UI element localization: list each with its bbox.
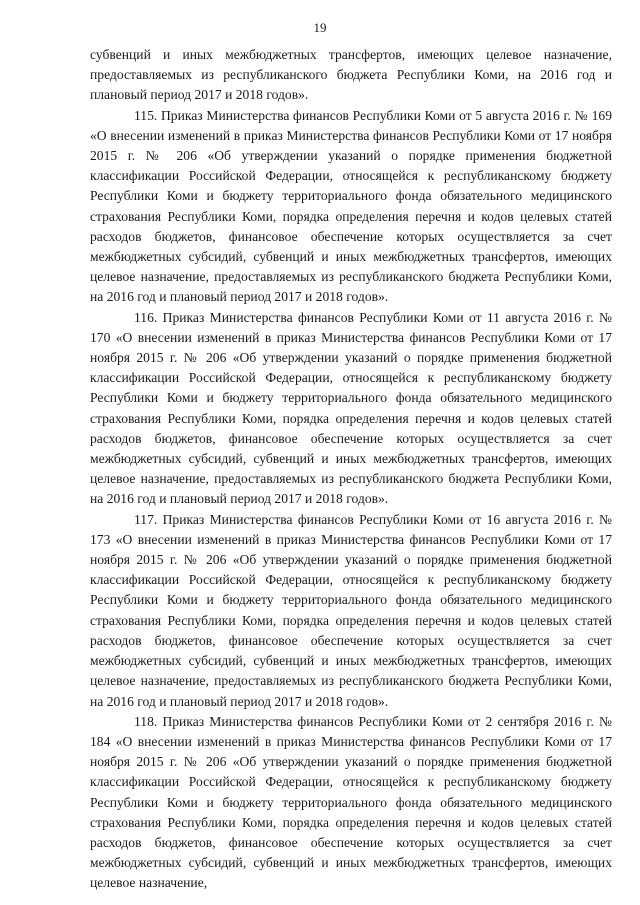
paragraph-continuation: субвенций и иных межбюджетных трансфертов, имеющих целевое назначение, предоставляемых из республиканского бюджета Республики Коми, на 2016 год и плановый период 2017 и 2018 годов». — [90, 47, 612, 103]
paragraph-item-118: 118. Приказ Министерства финансов Республики Коми от 2 сентября 2016 г. № 184 «О внесении изменений в приказ Министерства финансов Республики Коми от 17 ноября 2015 г. № 206 «Об утверждении указаний о порядке применения бюджетной классификации Российской Федерации, относящейся к республиканскому бюджету Республики Коми и бюджету территориального фонда обязательного медицинского страхования Республики Коми, порядка определения перечня и кодов целевых статей расходов бюджетов, финансовое обеспечение которых осуществляется за счет межбюджетных субсидий, субвенций и иных межбюджетных трансфертов, имеющих целевое назначение, — [90, 713, 612, 891]
paragraph-item-117: 117. Приказ Министерства финансов Республики Коми от 16 августа 2016 г. № 173 «О внесении изменений в приказ Министерства финансов Республики Коми от 17 ноября 2015 г. № 206 «Об утверждении указаний о порядке применения бюджетной классификации Российской Федерации, относящейся к республиканскому бюджету Республики Коми и бюджету территориального фонда обязательного медицинского страхования Республики Коми, порядка определения перечня и кодов целевых статей расходов бюджетов, финансовое обеспечение которых осуществляется за счет межбюджетных субсидий, субвенций и иных межбюджетных трансфертов, имеющих целевое назначение, предоставляемых из республиканского бюджета Республики Коми, на 2016 год и плановый период 2017 и 2018 годов». — [90, 511, 612, 709]
paragraph-item-116: 116. Приказ Министерства финансов Республики Коми от 11 августа 2016 г. № 170 «О внесении изменений в приказ Министерства финансов Республики Коми от 17 ноября 2015 г. № 206 «Об утверждении указаний о порядке применения бюджетной классификации Российской Федерации, относящейся к республиканскому бюджету Республики Коми и бюджету территориального фонда обязательного медицинского страхования Республики Коми, порядка определения перечня и кодов целевых статей расходов бюджетов, финансовое обеспечение которых осуществляется за счет межбюджетных субсидий, субвенций и иных межбюджетных трансфертов, имеющих целевое назначение, предоставляемых из республиканского бюджета Республики Коми, на 2016 год и плановый период 2017 и 2018 годов». — [90, 309, 612, 507]
page-number: 19 — [313, 20, 327, 35]
document-body — [90, 45, 612, 894]
paragraph-item-115: 115. Приказ Министерства финансов Республики Коми от 5 августа 2016 г. № 169 «О внесении изменений в приказ Министерства финансов Республики Коми от 17 ноября 2015 г. № 206 «Об утверждении указаний о порядке применения бюджетной классификации Российской Федерации, относящейся к республиканскому бюджету Республики Коми и бюджету территориального фонда обязательного медицинского страхования Республики Коми, порядка определения перечня и кодов целевых статей расходов бюджетов, финансовое обеспечение которых осуществляется за счет межбюджетных субсидий, субвенций и иных межбюджетных трансфертов, имеющих целевое назначение, предоставляемых из республиканского бюджета Республики Коми, на 2016 год и плановый период 2017 и 2018 годов». — [90, 107, 612, 305]
